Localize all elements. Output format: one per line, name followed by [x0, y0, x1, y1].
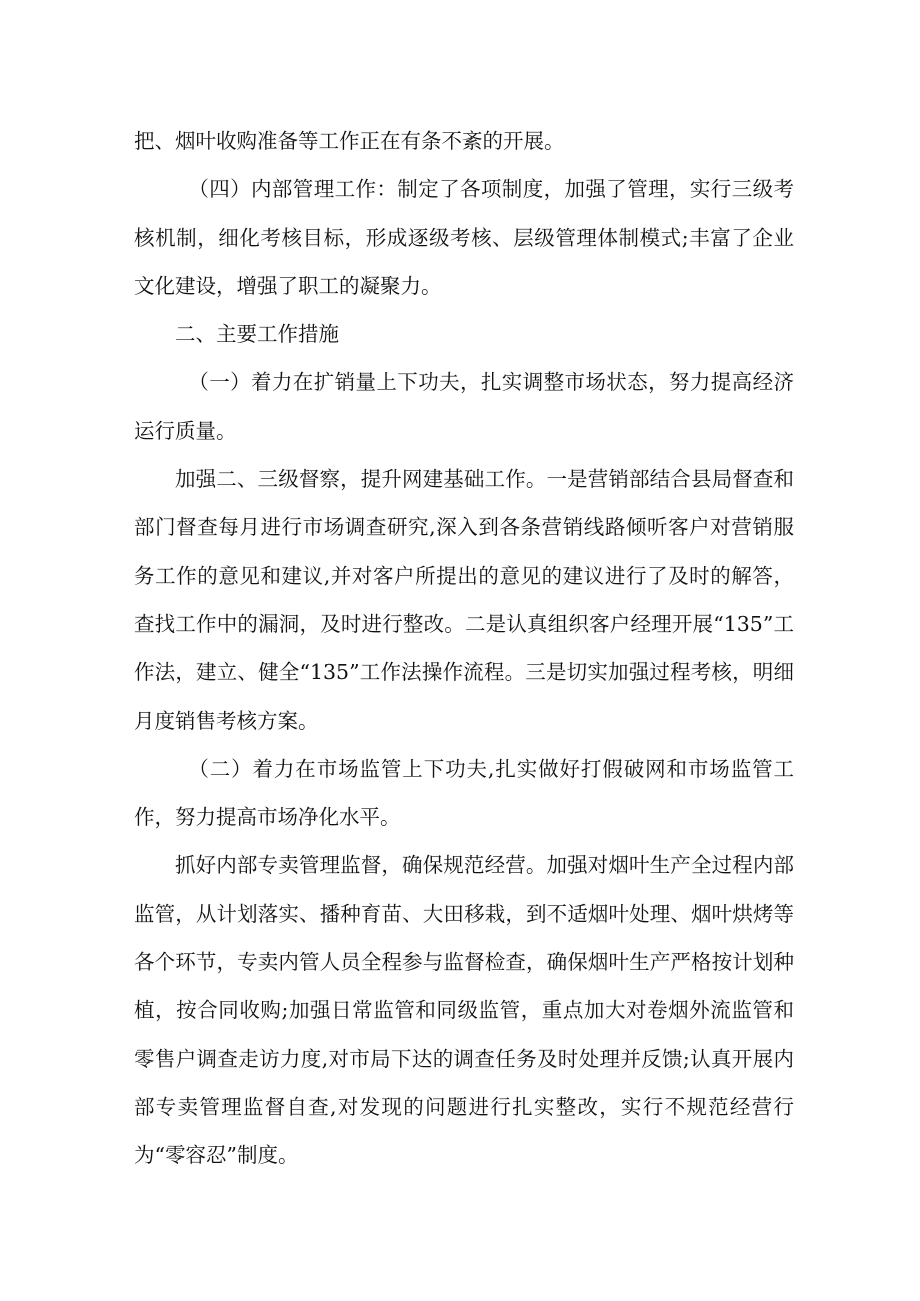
document-body — [134, 117, 794, 1180]
section-heading-main-measures: 二、主要工作措施 — [175, 322, 339, 347]
paragraph-continuation: 把、烟叶收购准备等工作正在有条不紊的开展。 — [134, 129, 565, 153]
paragraph-supervision: 加强二、三级督察，提升网建基础工作。一是营销部结合县局督查和部门督查每月进行市场调查研究,深入到各条营销线路倾听客户对营销服务工作的意见和建议,并对客户所提出的意见的建议进行了及时的解答，查找工作中的漏洞，及时进行整改。二是认真组织客户经理开展“135”工作法，建立、健全“135”工作法操作流程。三是切实加强过程考核，明细月度销售考核方案。 — [134, 467, 794, 733]
paragraph-internal-monopoly: 抓好内部专卖管理监督，确保规范经营。加强对烟叶生产全过程内部监管，从计划落实、播种育苗、大田移栽，到不适烟叶处理、烟叶烘烤等各个环节，专卖内管人员全程参与监督检查，确保烟叶生产严格按计划种植，按合同收购;加强日常监管和同级监管，重点加大对卷烟外流监管和零售户调查走访力度,对市局下达的调查任务及时处理并反馈;认真开展内部专卖管理监督自查,对发现的问题进行扎实整改，实行不规范经营行为“零容忍”制度。 — [134, 853, 794, 1168]
subsection-heading-market-supervision: （二）着力在市场监管上下功夫,扎实做好打假破网和市场监管工作，努力提高市场净化水平。 — [134, 756, 794, 830]
subsection-heading-sales: （一）着力在扩销量上下功夫，扎实调整市场状态，努力提高经济运行质量。 — [134, 370, 794, 443]
paragraph-internal-management: （四）内部管理工作：制定了各项制度，加强了管理，实行三级考核机制，细化考核目标，形成逐级考核、层级管理体制模式;丰富了企业文化建设，增强了职工的凝聚力。 — [134, 177, 794, 298]
